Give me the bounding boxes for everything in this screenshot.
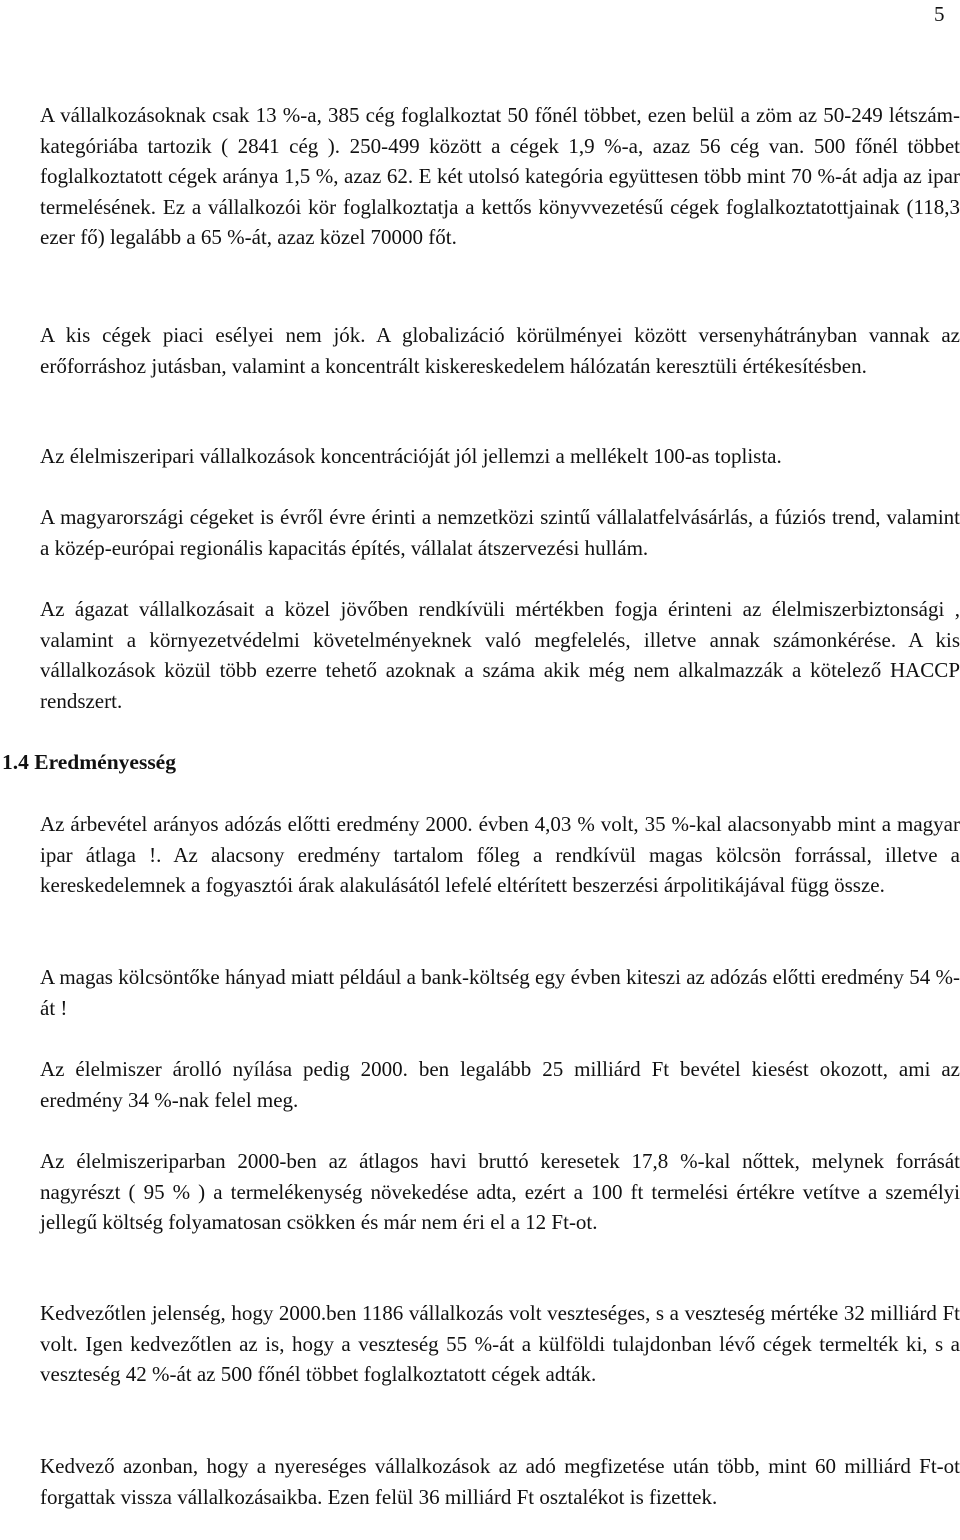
- profit-paragraph: Az árbevétel arányos adózás előtti eredmény 2000. évben 4,03 % volt, 35 %-kal alacsonyabb mint a magyar ipar átlaga !. Az alacsony eredmény tartalom főleg a rendkívül magas kölcsön forrással, illetve a kereskedelemnek a fogyasztói árak alakulásától lefelé eltérített beszerzési árpolitikájával függ össze.: [40, 812, 960, 898]
- reinvestment-paragraph: Kedvező azonban, hogy a nyereséges vállalkozások az adó megfizetése után több, mint 60 milliárd Ft-ot forgattak vissza vállalkozásaikba. Ezen felül 36 milliárd Ft osztalékot is fizettek.: [40, 1454, 960, 1509]
- acquisitions-paragraph: A magyarországi cégeket is évről évre érinti a nemzetközi szintű vállalatfelvásárlás, a fúziós trend, valamint a közép-európai regionális kapacitás építés, vállalat átszervezési hullám.: [40, 505, 960, 560]
- concentration-paragraph: Az élelmiszeripari vállalkozások koncentrációját jól jellemzi a mellékelt 100-as toplista.: [40, 444, 782, 468]
- loan-paragraph: A magas kölcsöntőke hányad miatt például a bank-költség egy évben kiteszi az adózás előtti eredmény 54 %-át !: [40, 965, 960, 1020]
- small-firms-paragraph: A kis cégek piaci esélyei nem jók. A globalizáció körülményei között versenyhátrányban vannak az erőforráshoz jutásban, valamint a koncentrált kiskereskedelem hálózatán keresztüli értékesítésben.: [40, 323, 960, 378]
- wages-paragraph: Az élelmiszeriparban 2000-ben az átlagos havi bruttó keresetek 17,8 %-kal nőttek, melynek forrását nagyrészt ( 95 % ) a termelékenység növekedése adta, ezért a 100 ft termelési értékre vetítve a személyi jellegű költség folyamatosan csökken és már nem éri el a 12 Ft-ot.: [40, 1149, 960, 1235]
- page-number: 5: [934, 2, 945, 26]
- section-heading: 1.4 Eredményesség: [2, 750, 176, 774]
- intro-paragraph: A vállalkozásoknak csak 13 %-a, 385 cég foglalkoztat 50 főnél többet, ezen belül a zöm az 50-249 létszám-kategóriába tartozik ( 2841 cég ). 250-499 között a cégek 1,9 %-a, azaz 56 cég van. 500 főnél többet foglalkoztatott cégek aránya 1,5 %, azaz 62. E két utolsó kategória együttesen több mint 70 %-át adja az ipar termelésének. Ez a vállalkozói kör foglalkoztatja a kettős könyvvezetésű cégek foglalkoztatottjainak (118,3 ezer fő) legalább a 65 %-át, azaz közel 70000 főt.: [40, 103, 960, 250]
- margin-paragraph: Az élelmiszer árolló nyílása pedig 2000. ben legalább 25 milliárd Ft bevétel kiesést okozott, ami az eredmény 34 %-nak felel meg.: [40, 1057, 960, 1112]
- food-safety-paragraph: Az ágazat vállalkozásait a közel jövőben rendkívüli mértékben fogja érinteni az élelmiszerbiztonsági , valamint a környezetvédelmi követelményeknek való megfelelés, illetve annak számonkérése. A kis vállalkozások közül több ezerre tehető azoknak a száma akik még nem alkalmazzák a kötelező HACCP rendszert.: [40, 597, 960, 713]
- losses-paragraph: Kedvezőtlen jelenség, hogy 2000.ben 1186 vállalkozás volt veszteséges, s a veszteség mértéke 32 milliárd Ft volt. Igen kedvezőtlen az is, hogy a veszteség 55 %-át a külföldi tulajdonban lévő cégek termelték ki, s a veszteség 42 %-át az 500 főnél többet foglalkoztatott cégek adták.: [40, 1301, 960, 1387]
